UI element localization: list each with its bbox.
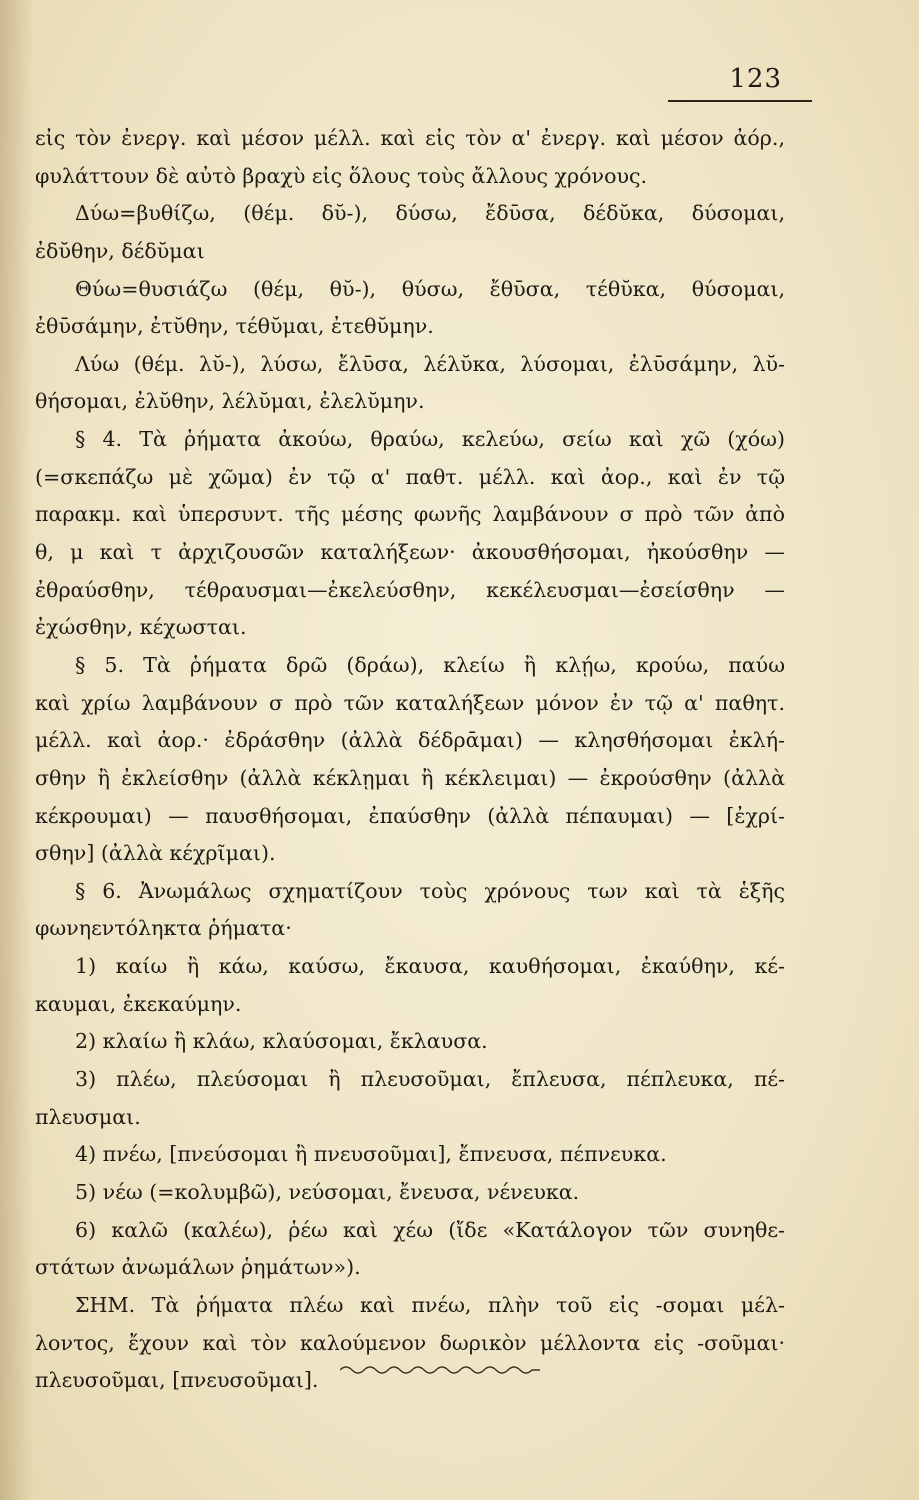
text-line: φυλάττουν δὲ αὐτὸ βραχὺ εἰς ὅλους τοὺς ἄλλους χρόνους. [35,163,648,188]
text-line: ΣΗΜ. Τὰ ῥήματα πλέω καὶ πνέω, πλὴν τοῦ εἰς -σομαι μέλ- [75,1292,785,1317]
text-line: § 4. Τὰ ῥήματα ἀκούω, θραύω, κελεύω, σείω καὶ χῶ (χόω) [75,427,785,452]
text-line: Λύω (θέμ. λῠ-), λύσω, ἔλῡσα, λέλῠκα, λύσομαι, ἐλῡσάμην, λῠ- [75,351,785,376]
text-line: παρακμ. καὶ ὑπερσυντ. τῆς μέσης φωνῆς λαμβάνουν σ πρὸ τῶν ἀπὸ [35,502,785,527]
text-line: πλευσμαι. [35,1104,141,1129]
text-line: 5) νέω (=κολυμβῶ), νεύσομαι, ἔνευσα, νένευκα. [75,1179,580,1204]
page-number: 123 [729,64,782,94]
text-line: ἐθῡσάμην, ἐτῠθην, τέθῠμαι, ἐτεθῠμην. [35,314,434,339]
text-line: πλευσοῦμαι, [πνευσοῦμαι]. [35,1368,319,1393]
text-line: § 5. Τὰ ῥήματα δρῶ (δράω), κλείω ἢ κλῄω, κρούω, παύω [75,652,785,677]
text-line: σθην] (ἀλλὰ κέχρῖμαι). [35,841,276,866]
page-header [668,60,812,102]
text-line: ἐδῠθην, δέδῠμαι [35,238,205,263]
text-line: 2) κλαίω ἢ κλάω, κλαύσομαι, ἔκλαυσα. [75,1029,488,1054]
header-rule [668,100,812,102]
text-line: θ, μ καὶ τ ἀρχιζουσῶν καταλήξεων· ἀκουσθήσομαι, ἠκούσθην — [35,540,785,565]
text-line: Δύω=βυθίζω, (θέμ. δῠ-), δύσω, ἔδῡσα, δέδῠκα, δύσομαι, [75,201,785,226]
binding-shadow [0,0,34,1500]
text-line: 3) πλέω, πλεύσομαι ἢ πλευσοῦμαι, ἔπλευσα, πέπλευκα, πέ- [75,1067,785,1092]
text-line: 6) καλῶ (καλέω), ῥέω καὶ χέω (ἴδε «Κατάλογον τῶν συνηθε- [75,1217,785,1242]
text-line: καυμαι, ἐκεκαύμην. [35,991,242,1016]
text-line: λοντος, ἔχουν καὶ τὸν καλούμενον δωρικὸν μέλλοντα εἰς -σοῦμαι· [35,1330,785,1355]
text-line: (=σκεπάζω μὲ χῶμα) ἐν τῷ α' παθτ. μέλλ. καὶ ἀορ., καὶ ἐν τῷ [35,464,785,489]
text-line: μέλλ. καὶ ἀορ.· ἐδράσθην (ἀλλὰ δέδρᾱμαι) — κλησθήσομαι ἐκλή- [35,728,785,753]
text-line: στάτων ἀνωμάλων ῥημάτων»). [35,1255,361,1280]
text-line: ἐθραύσθην, τέθραυσμαι—ἐκελεύσθην, κεκέλευσμαι—ἐσείσθην — [35,577,785,602]
text-line: θήσομαι, ἐλῠθην, λέλῠμαι, ἐλελῠμην. [35,389,425,414]
text-line: φωνηεντόληκτα ῥήματα· [35,916,292,941]
text-line: § 6. Ἀνωμάλως σχηματίζουν τοὺς χρόνους των καὶ τὰ ἑξῆς [75,878,785,903]
text-line: εἰς τὸν ἐνεργ. καὶ μέσον μέλλ. καὶ εἰς τὸν α' ἐνεργ. καὶ μέσον ἀόρ., [35,126,785,150]
text-line: καὶ χρίω λαμβάνουν σ πρὸ τῶν καταλήξεων μόνον ἐν τῷ α' παθητ. [35,690,785,715]
text-line: κέκρουμαι) — παυσθήσομαι, ἐπαύσθην (ἀλλὰ πέπαυμαι) — [ἐχρί- [35,803,785,828]
body-text [35,120,785,1400]
text-line: Θύω=θυσιάζω (θέμ, θῠ-), θύσω, ἔθῡσα, τέθῠκα, θύσομαι, [75,276,785,301]
text-line: 4) πνέω, [πνεύσομαι ἢ πνευσοῦμαι], ἔπνευσα, πέπνευκα. [75,1142,667,1167]
text-line: 1) καίω ἢ κάω, καύσω, ἔκαυσα, καυθήσομαι, ἐκαύθην, κέ- [75,954,785,979]
end-ornament-wave [340,1362,540,1378]
text-line: ἐχώσθην, κέχωσται. [35,615,247,640]
text-line: σθην ἢ ἐκλείσθην (ἀλλὰ κέκλῃμαι ἢ κέκλειμαι) — ἐκρούσθην (ἀλλὰ [35,765,785,790]
